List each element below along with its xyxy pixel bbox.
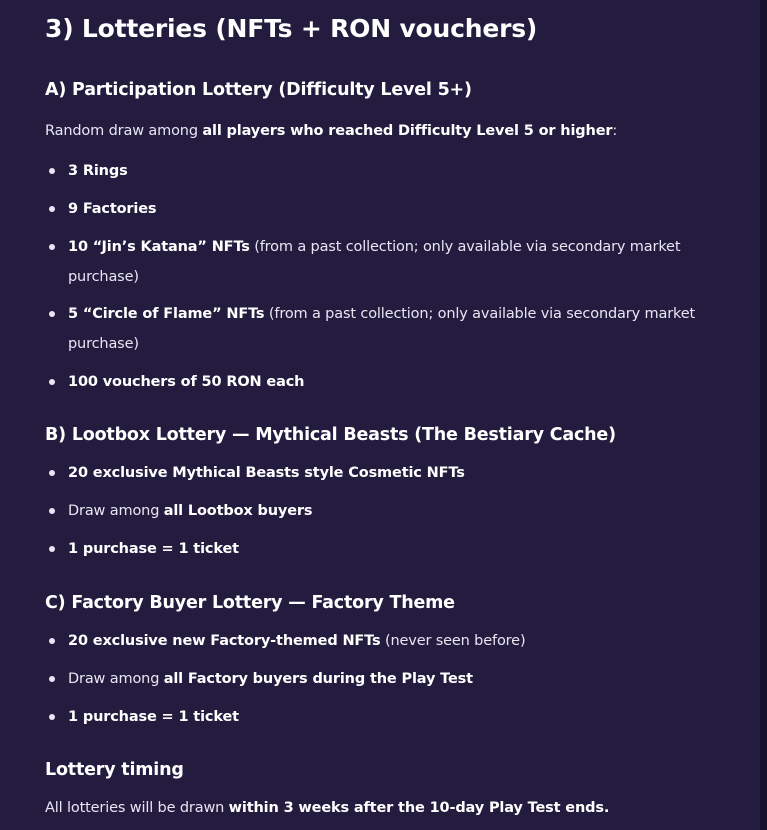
section-c-heading: C) Factory Buyer Lottery — Factory Theme: [45, 593, 455, 613]
list-item: 9 Factories: [68, 194, 752, 224]
intro-bold: all players who reached Difficulty Level 5 or higher: [202, 123, 613, 139]
list-item: Draw among all Lootbox buyers: [68, 496, 752, 526]
bullet-icon: [49, 379, 55, 385]
bullet-icon: [49, 470, 55, 476]
list-item: 1 purchase = 1 ticket: [68, 702, 752, 732]
list-item: 20 exclusive Mythical Beasts style Cosmetic NFTs: [68, 458, 752, 488]
page-title: 3) Lotteries (NFTs + RON vouchers): [45, 14, 538, 43]
list-item: 1 purchase = 1 ticket: [68, 534, 752, 564]
timing-heading: Lottery timing: [45, 760, 184, 780]
bullet-icon: [49, 311, 55, 317]
bullet-icon: [49, 714, 55, 720]
intro-suffix: :: [612, 123, 618, 139]
bullet-icon: [49, 168, 55, 174]
bullet-icon: [49, 206, 55, 212]
list-item: 3 Rings: [68, 156, 752, 186]
bullet-icon: [49, 244, 55, 250]
section-b-heading: B) Lootbox Lottery — Mythical Beasts (The Bestiary Cache): [45, 425, 616, 445]
bullet-icon: [49, 676, 55, 682]
list-item: 5 “Circle of Flame” NFTs (from a past collection; only available via secondary market purchase): [68, 299, 752, 359]
section-a-intro: [45, 121, 617, 141]
section-a-heading: A) Participation Lottery (Difficulty Level 5+): [45, 80, 472, 100]
timing-text: All lotteries will be drawn within 3 weeks after the 10-day Play Test ends.: [45, 800, 610, 816]
bullet-icon: [49, 546, 55, 552]
intro-prefix: Random draw among: [45, 123, 203, 139]
scrollbar-track[interactable]: [760, 0, 767, 830]
bullet-icon: [49, 638, 55, 644]
list-item: 100 vouchers of 50 RON each: [68, 367, 752, 397]
list-item: 20 exclusive new Factory-themed NFTs (never seen before): [68, 626, 752, 656]
list-item: 10 “Jin’s Katana” NFTs (from a past collection; only available via secondary market purchase): [68, 232, 752, 292]
bullet-icon: [49, 508, 55, 514]
list-item: Draw among all Factory buyers during the Play Test: [68, 664, 752, 694]
